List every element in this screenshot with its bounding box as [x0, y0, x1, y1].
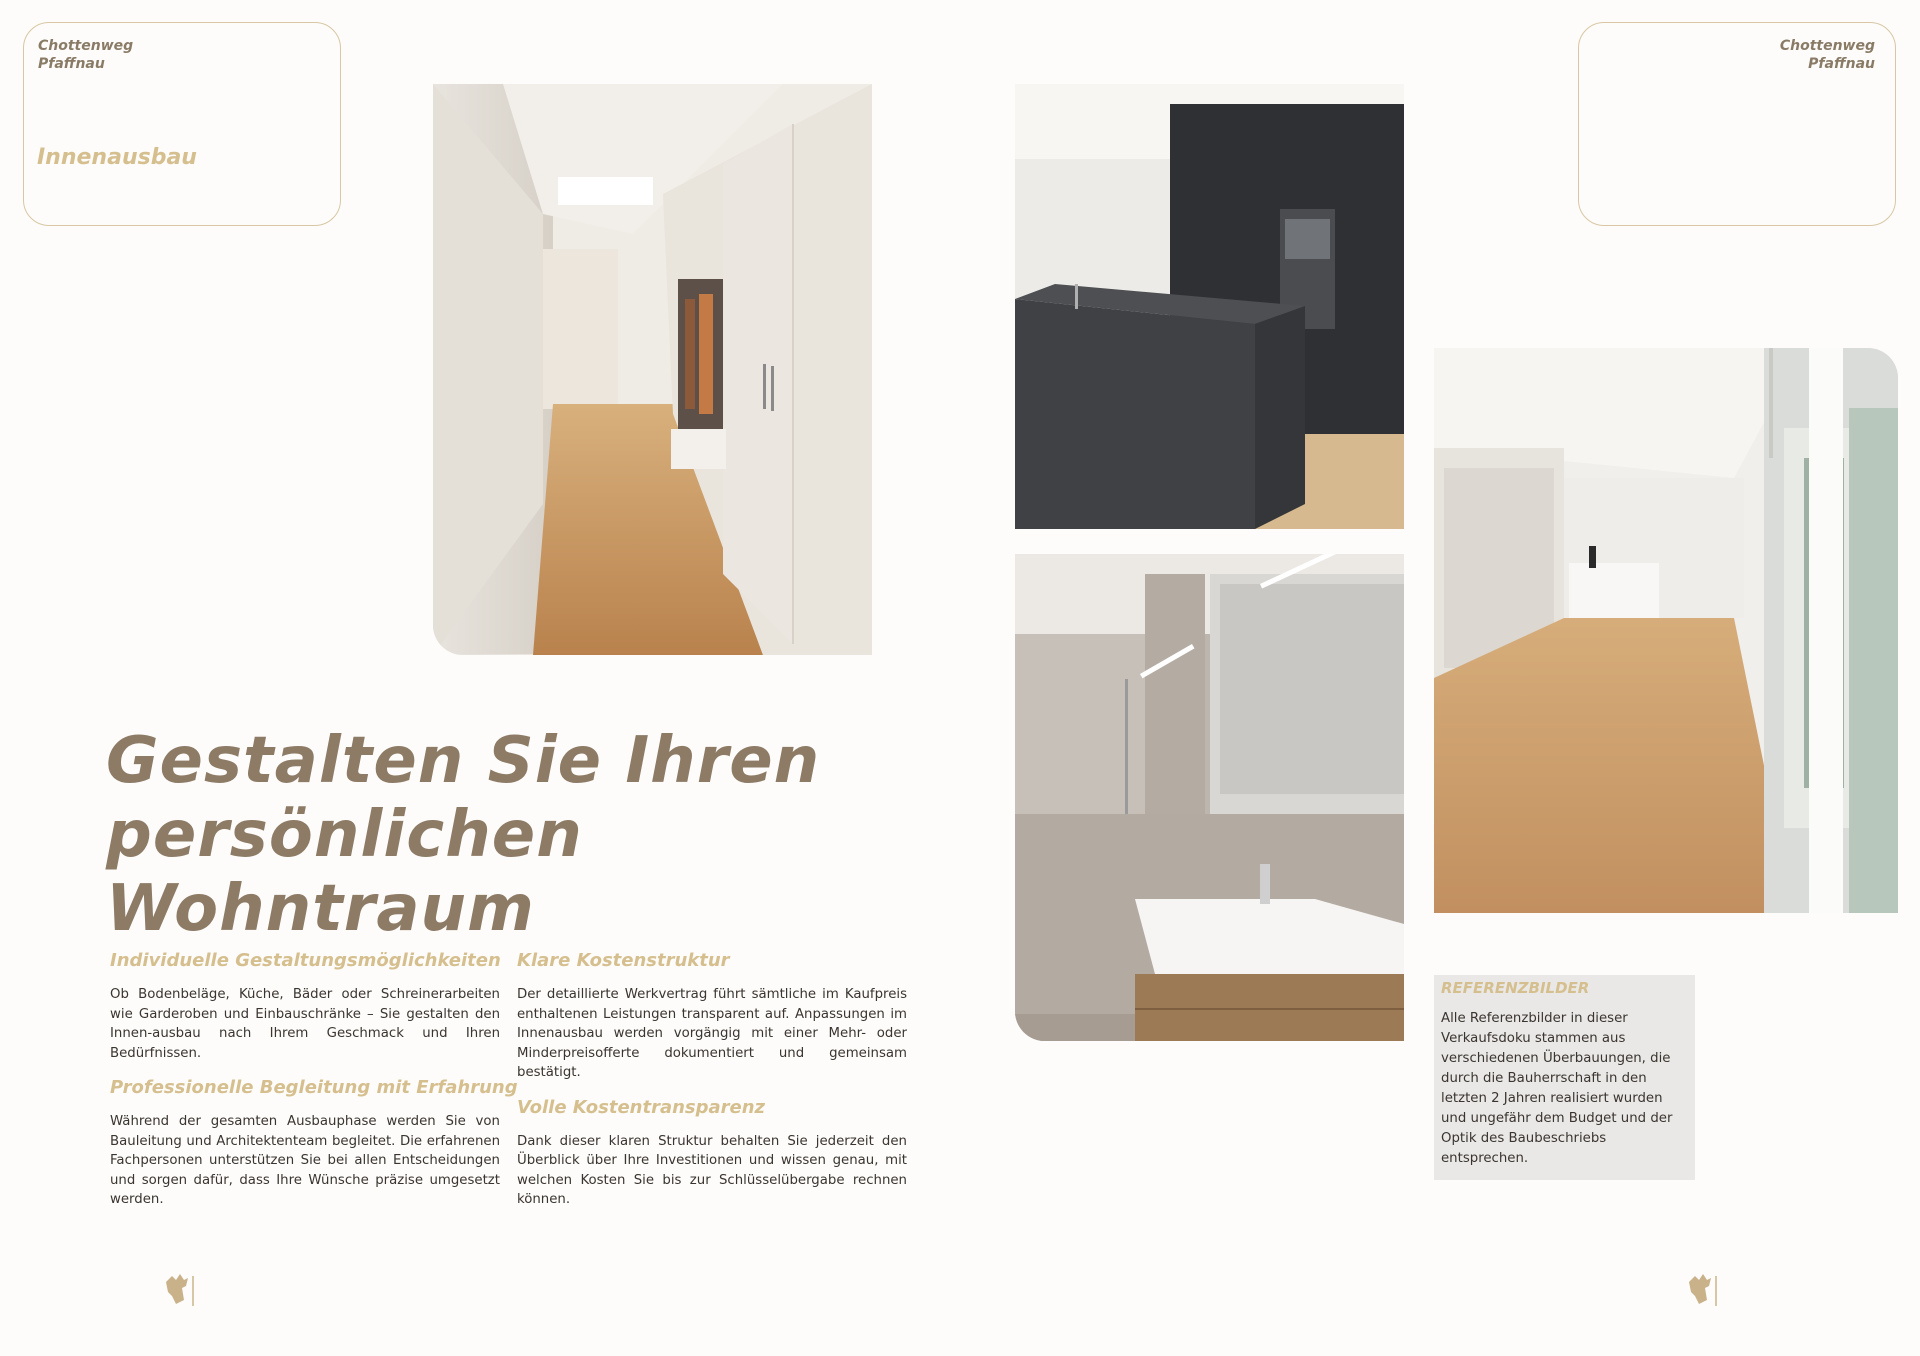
headline: [106, 724, 966, 946]
section-text: Dank dieser klaren Struktur behalten Sie jederzeit den Überblick über Ihre Investitionen und wissen genau, mit welchen Kosten Sie bis zur Schlüsselübergabe rechnen können.: [517, 1133, 907, 1207]
hallway-photo: [433, 84, 872, 655]
location-label: [1780, 37, 1875, 73]
living-room-photo: [1434, 348, 1898, 913]
location-town: Pfaffnau: [38, 56, 105, 72]
header-card-right: [1578, 22, 1896, 226]
location-label: [38, 37, 133, 73]
section-title: Innenausbau: [37, 145, 197, 170]
headline-line-1: Gestalten Sie Ihren: [106, 724, 821, 798]
header-card-left: [23, 22, 341, 226]
location-street: Chottenweg: [38, 38, 134, 54]
headline-line-2: persönlichen Wohntraum: [106, 798, 583, 946]
section-text: Der detaillierte Werkvertrag führt sämtliche im Kaufpreis enthaltenen Leistungen transparent auf. Anpassungen im Innenausbau werden vorgängig mit einer Mehr- oder Minderpreisofferte dokumentiert und gemeinsam bestätigt.: [517, 987, 907, 1080]
content-column-left: [110, 950, 518, 1224]
section-heading: Individuelle Gestaltungsmöglichkeiten: [110, 950, 501, 971]
section-text: Ob Bodenbeläge, Küche, Bäder oder Schreinerarbeiten wie Garderoben und Einbauschränke – Sie gestalten den Innen-ausbau nach Ihrem Geschmack und Ihren Bedürfnissen.: [110, 987, 500, 1061]
reference-note: [1434, 975, 1695, 1180]
kitchen-photo: [1015, 84, 1404, 529]
section-heading: Klare Kostenstruktur: [517, 950, 730, 971]
brand-logo-icon: [160, 1270, 196, 1310]
bathroom-photo: [1015, 554, 1404, 1041]
section-heading: Professionelle Begleitung mit Erfahrung: [110, 1077, 518, 1098]
reference-title: REFERENZBILDER: [1441, 979, 1590, 997]
location-town: Pfaffnau: [1808, 56, 1875, 72]
brand-logo-icon: [1683, 1270, 1719, 1310]
reference-text: Alle Referenzbilder in dieser Verkaufsdoku stammen aus verschiedenen Überbauungen, die durch die Bauherrschaft in den letzten 2 Jahren realisiert wurden und ungefähr dem Budget und der Optik des Baubeschriebs entsprechen.: [1441, 1011, 1673, 1166]
location-street: Chottenweg: [1779, 38, 1875, 54]
section-heading: Volle Kostentransparenz: [517, 1096, 766, 1118]
section-text: Während der gesamten Ausbauphase werden Sie von Bauleitung und Architektenteam begleitet. Die erfahrenen Fachpersonen unterstützen Sie bei allen Entscheidungen und sorgen dafür, dass Ihre Wünsche präzise umgesetzt werden.: [110, 1114, 500, 1207]
content-column-right: [517, 950, 907, 1224]
